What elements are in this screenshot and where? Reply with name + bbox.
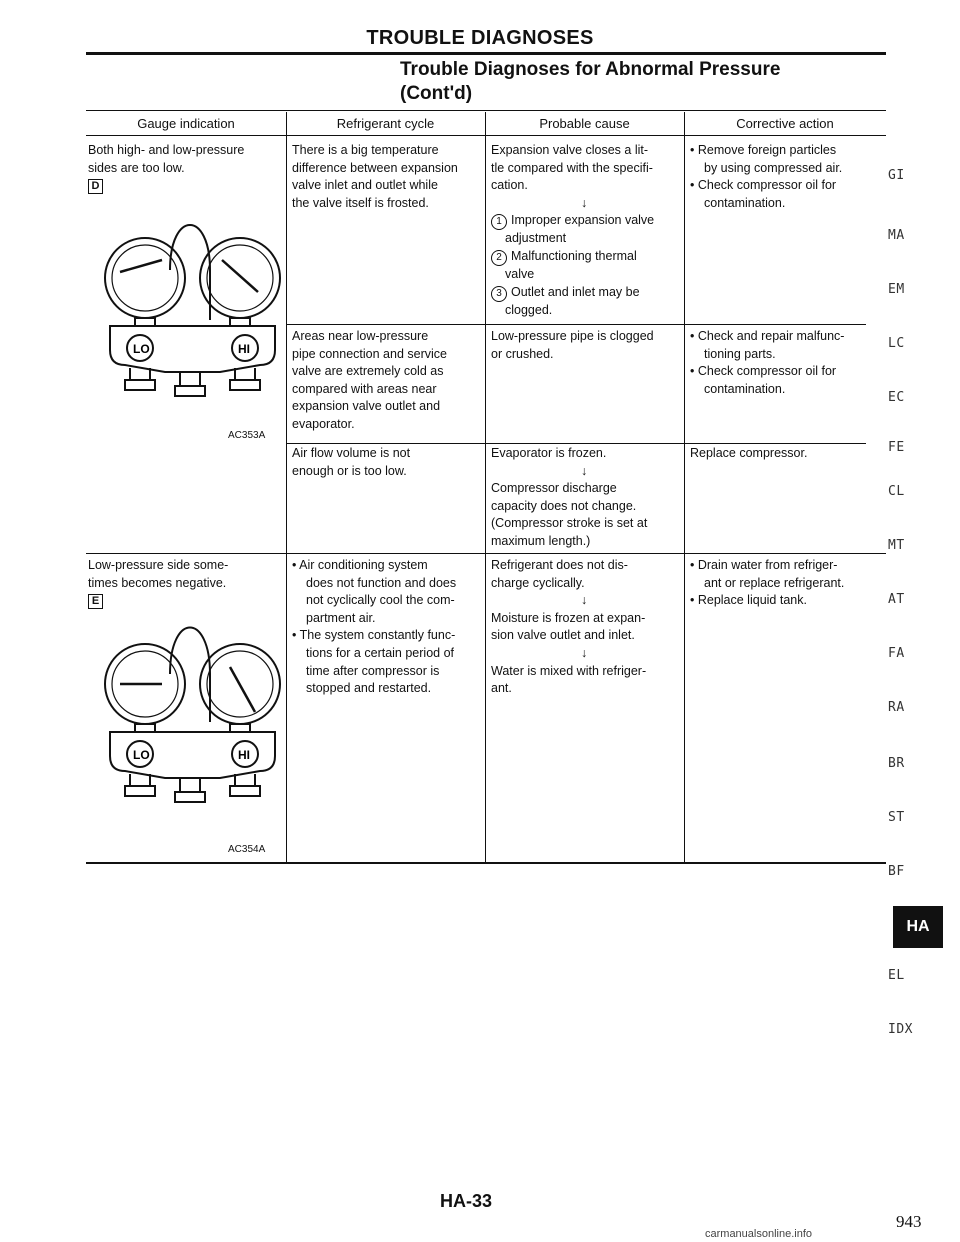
side-index-idx[interactable]: IDX <box>888 1022 913 1037</box>
cycle-text: compared with areas near <box>292 381 437 396</box>
action-text: tioning parts. <box>704 346 776 361</box>
cycle-text: valve inlet and outlet while <box>292 178 438 193</box>
side-index-ra[interactable]: RA <box>888 700 905 715</box>
side-index-cl[interactable]: CL <box>888 484 905 499</box>
figure-code: AC353A <box>228 430 266 441</box>
row1b-refrigerant-cycle <box>292 328 447 434</box>
action-text: • Check compressor oil for <box>690 178 837 193</box>
cause-text: Improper expansion valve <box>511 213 655 228</box>
cause-text: sion valve outlet and inlet. <box>491 628 635 643</box>
cause-text: tle compared with the specifi- <box>491 160 653 175</box>
cause-text: clogged. <box>505 302 553 317</box>
cycle-text: valve are extremely cold as <box>292 364 444 379</box>
row2-refrigerant-cycle <box>292 557 456 698</box>
row2-gauge-indication <box>88 557 228 610</box>
side-index-at[interactable]: AT <box>888 592 905 607</box>
cycle-text: stopped and restarted. <box>306 681 432 696</box>
row1c-refrigerant-cycle <box>292 445 410 480</box>
action-text: • Remove foreign particles <box>690 143 837 157</box>
gauge-text: sides are too low. <box>88 160 185 175</box>
high-gauge-needle <box>222 260 258 292</box>
side-index-lc[interactable]: LC <box>888 336 905 351</box>
column-divider <box>286 112 287 862</box>
cycle-text: difference between expansion <box>292 160 458 175</box>
cycle-text: pipe connection and service <box>292 346 447 361</box>
side-index-st[interactable]: ST <box>888 810 905 825</box>
cycle-text: does not function and does <box>306 575 457 590</box>
page-number: 943 <box>896 1212 922 1231</box>
page-subtitle <box>400 58 780 106</box>
side-index-mt[interactable]: MT <box>888 538 905 553</box>
cause-text: Outlet and inlet may be <box>511 284 640 299</box>
figure-code: AC354A <box>228 844 266 855</box>
cycle-text: not cyclically cool the com- <box>306 593 455 608</box>
cause-text: maximum length.) <box>491 533 591 548</box>
row1c-corrective-action: Replace compressor. <box>690 446 808 460</box>
cycle-text: • Air conditioning system <box>292 558 428 572</box>
gauge-text: Low-pressure side some- <box>88 558 229 572</box>
item-number: 1 <box>491 214 507 230</box>
side-index-bf[interactable]: BF <box>888 864 905 879</box>
column-header-cycle: Refrigerant cycle <box>336 116 435 131</box>
cycle-text: time after compressor is <box>306 663 440 678</box>
action-text: contamination. <box>704 381 786 396</box>
gauge-letter-badge: E <box>88 594 103 609</box>
cause-text: Evaporator is frozen. <box>491 446 607 460</box>
cause-text: adjustment <box>505 231 567 246</box>
row2-probable-cause <box>491 557 646 698</box>
row1b-probable-cause <box>491 328 654 363</box>
gauge-letter-badge: D <box>88 179 103 194</box>
cause-text: (Compressor stroke is set at <box>491 516 648 531</box>
cause-text: ant. <box>491 681 512 696</box>
header-row-rule <box>86 135 886 136</box>
row1a-corrective-action <box>690 142 842 212</box>
cycle-text: the valve itself is frosted. <box>292 195 429 210</box>
row1c-probable-cause <box>491 445 647 551</box>
action-text: • Check compressor oil for <box>690 364 837 379</box>
cause-text: Water is mixed with refriger- <box>491 663 647 678</box>
side-index-gi[interactable]: GI <box>888 168 905 183</box>
manifold-gauge-figure-2 <box>100 612 285 817</box>
side-index-ma[interactable]: MA <box>888 228 905 243</box>
row-rule <box>86 553 886 554</box>
cause-text: cation. <box>491 178 528 193</box>
side-index-em[interactable]: EM <box>888 282 905 297</box>
cause-text: Moisture is frozen at expan- <box>491 610 646 625</box>
low-pressure-gauge <box>105 238 185 318</box>
header-rule <box>86 52 886 55</box>
cycle-text: • The system constantly func- <box>292 628 456 643</box>
subtitle-line-1: Trouble Diagnoses for Abnormal Pressure <box>400 59 781 80</box>
watermark: carmanualsonline.info <box>705 1228 813 1240</box>
cause-text: Low-pressure pipe is clogged <box>491 329 654 343</box>
cycle-text: Air flow volume is not <box>292 446 411 460</box>
column-divider <box>684 112 685 862</box>
side-index-ec[interactable]: EC <box>888 390 905 405</box>
page-label: HA-33 <box>440 1191 493 1211</box>
cycle-text: expansion valve outlet and <box>292 399 441 414</box>
cause-text: capacity does not change. <box>491 498 637 513</box>
subrow-rule <box>286 324 866 325</box>
item-number: 2 <box>491 250 507 266</box>
high-gauge-needle <box>230 667 255 712</box>
cycle-text: enough or is too low. <box>292 463 407 478</box>
down-arrow-icon: ↓ <box>581 645 588 660</box>
side-index-br[interactable]: BR <box>888 756 905 771</box>
down-arrow-icon: ↓ <box>581 463 588 478</box>
action-text: ant or replace refrigerant. <box>704 575 845 590</box>
cause-text: charge cyclically. <box>491 575 585 590</box>
hi-label: HI <box>238 342 250 356</box>
row1a-refrigerant-cycle <box>292 142 458 212</box>
cycle-text: Areas near low-pressure <box>292 329 429 343</box>
section-title: TROUBLE DIAGNOSES <box>366 27 594 49</box>
cause-text: Refrigerant does not dis- <box>491 558 628 572</box>
hi-label: HI <box>238 748 250 762</box>
side-index-ha-active[interactable]: HA <box>893 906 943 948</box>
cause-text: Expansion valve closes a lit- <box>491 143 649 157</box>
cause-text: Compressor discharge <box>491 481 617 496</box>
cause-text: Malfunctioning thermal <box>511 248 637 263</box>
column-header-gauge: Gauge indication <box>137 116 235 131</box>
cause-text: or crushed. <box>491 346 554 361</box>
cycle-text: evaporator. <box>292 416 355 431</box>
gauge-text: Both high- and low-pressure <box>88 143 245 157</box>
item-number: 3 <box>491 286 507 302</box>
cycle-text: There is a big temperature <box>292 143 439 157</box>
cycle-text: partment air. <box>306 610 376 625</box>
row1a-probable-cause <box>491 142 654 319</box>
side-index-el[interactable]: EL <box>888 968 905 983</box>
column-header-action: Corrective action <box>736 116 834 131</box>
hose <box>170 225 210 320</box>
cause-text: valve <box>505 266 535 281</box>
cycle-text: tions for a certain period of <box>306 645 454 660</box>
lo-label: LO <box>133 748 150 762</box>
row2-corrective-action <box>690 557 844 610</box>
table-top-rule <box>86 110 886 111</box>
action-text: • Replace liquid tank. <box>690 593 807 608</box>
down-arrow-icon: ↓ <box>581 593 588 608</box>
gauge-text: times becomes negative. <box>88 575 227 590</box>
subtitle-line-2: (Cont'd) <box>400 83 473 104</box>
row1-gauge-indication <box>88 142 244 195</box>
side-index-fa[interactable]: FA <box>888 646 905 661</box>
subrow-rule <box>286 443 866 444</box>
down-arrow-icon: ↓ <box>581 195 588 210</box>
action-text: contamination. <box>704 195 786 210</box>
table-bottom-rule <box>86 862 886 864</box>
column-header-cause: Probable cause <box>539 116 630 131</box>
column-divider <box>485 112 486 862</box>
action-text: • Drain water from refriger- <box>690 558 838 572</box>
action-text: by using compressed air. <box>704 160 843 175</box>
low-gauge-needle <box>120 260 162 272</box>
lo-label: LO <box>133 342 150 356</box>
side-index-fe[interactable]: FE <box>888 440 905 455</box>
row1b-corrective-action <box>690 328 844 398</box>
high-pressure-gauge <box>200 238 280 318</box>
action-text: • Check and repair malfunc- <box>690 329 845 343</box>
